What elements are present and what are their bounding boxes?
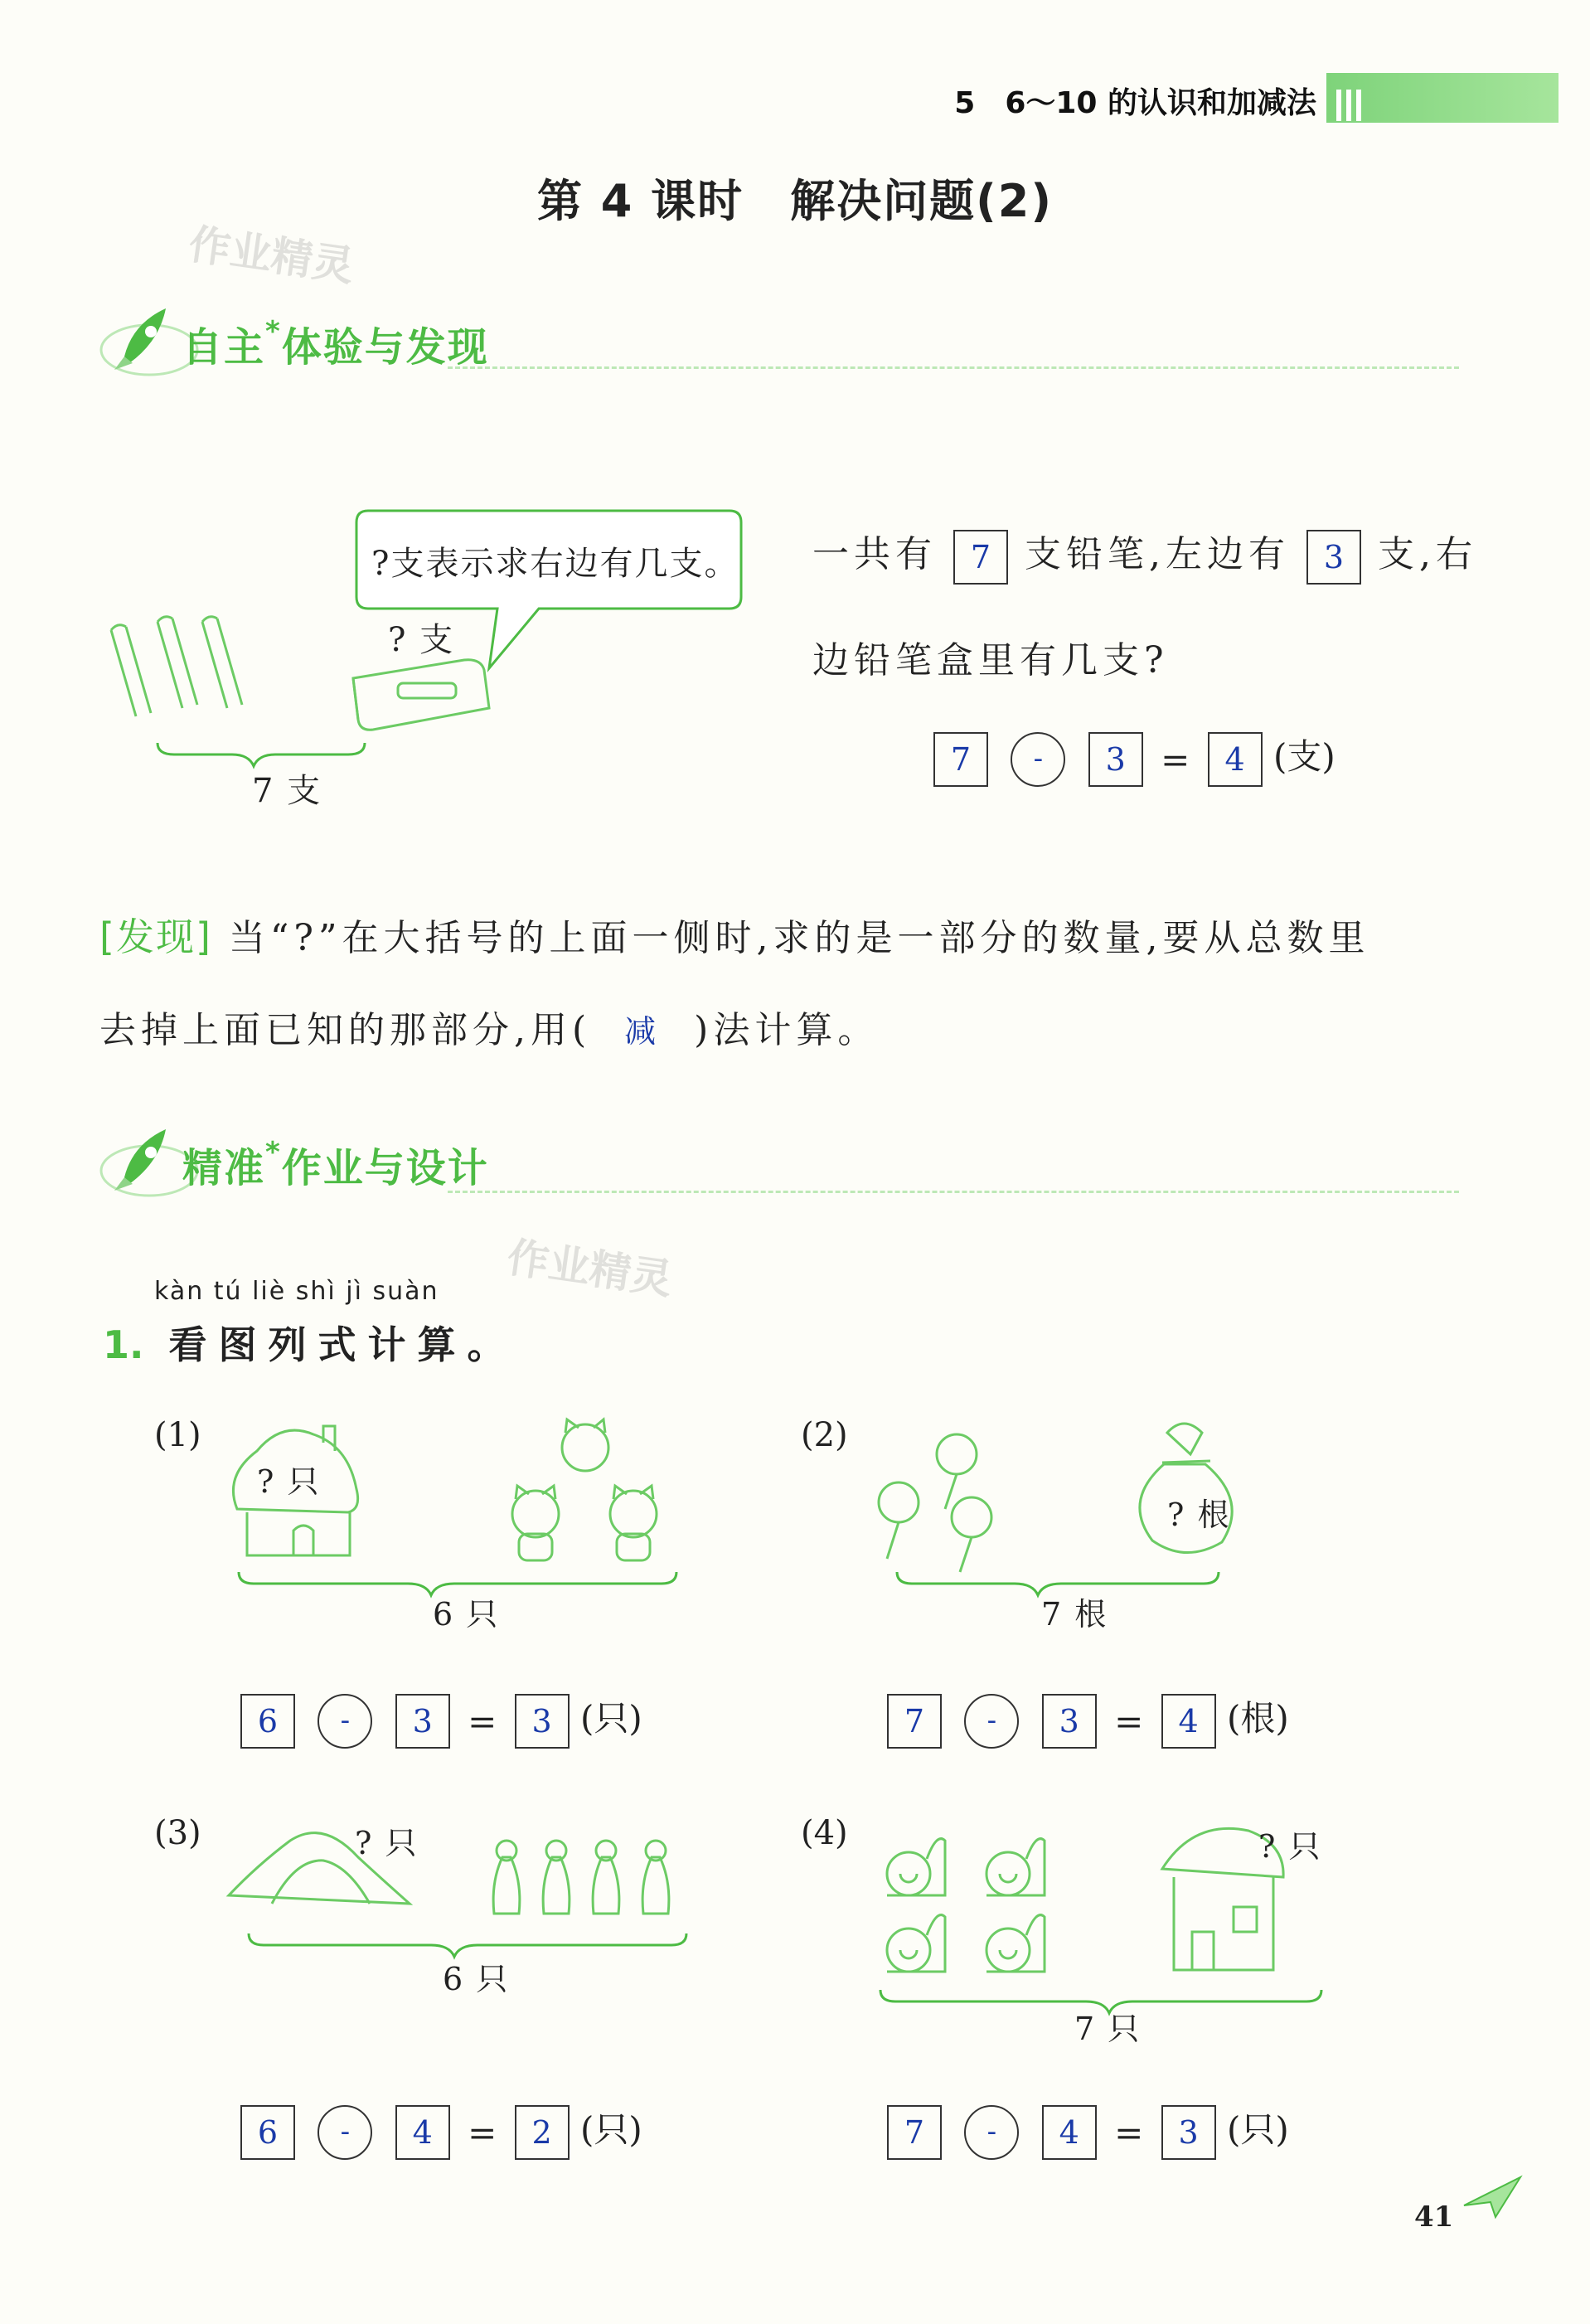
- eq-a-box[interactable]: 6: [240, 1694, 295, 1749]
- item-3-equation: [240, 2103, 642, 2160]
- discovery-tag: [发现]: [99, 915, 212, 959]
- paper-plane-icon: [1459, 2172, 1525, 2222]
- eq-operator-circle[interactable]: -: [1011, 732, 1065, 787]
- problem-text-b: 支铅笔,左边有: [1025, 533, 1290, 575]
- question-title: [103, 1315, 517, 1370]
- chapter-title: 5 6～10 的认识和加减法: [954, 86, 1316, 120]
- discovery-text-2a: 去掉上面已知的那部分,用(: [99, 1009, 592, 1051]
- bubble-text: ?支表示求右边有几支。: [371, 545, 739, 583]
- item-1-equation: [240, 1691, 642, 1749]
- eq-b-box[interactable]: 3: [395, 1694, 450, 1749]
- question-number: 1.: [103, 1322, 144, 1367]
- eq-operator-circle[interactable]: -: [964, 1694, 1019, 1749]
- eq-unit: (只): [580, 1698, 642, 1739]
- cats-icon: [512, 1419, 657, 1560]
- item-4-unknown: ? 只: [1258, 1828, 1322, 1865]
- example-equation: [933, 730, 1336, 787]
- item-4-total: 7 只: [1074, 2011, 1142, 2047]
- item-4-equation: [887, 2103, 1289, 2160]
- watermark: 作业精灵: [504, 1233, 676, 1304]
- eq-unit: (只): [580, 2109, 642, 2150]
- section-explore-header: [99, 298, 1459, 381]
- page-number: 41: [1414, 2200, 1454, 2234]
- penguins-icon: [493, 1841, 669, 1914]
- eq-operator-circle[interactable]: -: [318, 1694, 372, 1749]
- eq-b-box[interactable]: 4: [395, 2105, 450, 2160]
- eq-sign: =: [468, 1701, 497, 1742]
- eq-b-box[interactable]: 4: [1042, 2105, 1097, 2160]
- problem-text-a: 一共有: [812, 533, 937, 575]
- unknown-label: ? 支: [388, 621, 455, 659]
- item-3-total: 6 只: [443, 1961, 510, 1997]
- item-3-unknown: ? 只: [355, 1825, 419, 1861]
- left-box[interactable]: 3: [1306, 530, 1361, 585]
- discovery-line-2: [99, 1000, 879, 1053]
- item-1-unknown: ? 只: [257, 1463, 321, 1500]
- eq-sign: =: [1161, 739, 1190, 780]
- question-text: 看图列式计算。: [168, 1322, 517, 1367]
- discovery-answer[interactable]: 减: [624, 1013, 662, 1050]
- header-stripes-icon: [1336, 90, 1366, 124]
- eq-unit: (只): [1227, 2109, 1289, 2150]
- total-brace: [158, 743, 365, 766]
- eq-unit: (支): [1273, 736, 1336, 777]
- section-divider: [448, 366, 1459, 369]
- discovery-text-2b: )法计算。: [694, 1009, 880, 1051]
- eq-sign: =: [468, 2112, 497, 2153]
- question-pinyin: kàn tú liè shì jì suàn: [154, 1277, 439, 1306]
- lollipops-icon: [879, 1434, 991, 1572]
- eq-result-box[interactable]: 4: [1208, 732, 1263, 787]
- problem-line-2: 边铅笔盒里有几支?: [812, 639, 1169, 682]
- star-icon: *: [265, 1136, 282, 1169]
- discovery-text-1: 当“?”在大括号的上面一侧时,求的是一部分的数量,要从总数里: [228, 917, 1370, 959]
- pencil-case-icon: [353, 660, 489, 730]
- eq-b-box[interactable]: 3: [1042, 1694, 1097, 1749]
- star-icon: *: [265, 315, 282, 348]
- eq-sign: =: [1114, 1701, 1144, 1742]
- watermark: 作业精灵: [186, 220, 357, 291]
- section-practice-header: [99, 1119, 1459, 1202]
- item-3-number: (3): [154, 1814, 201, 1852]
- lesson-title: 第 4 课时 解决问题(2): [536, 175, 1054, 227]
- eq-result-box[interactable]: 4: [1161, 1694, 1216, 1749]
- eq-a-box[interactable]: 7: [933, 732, 988, 787]
- eq-b-box[interactable]: 3: [1088, 732, 1143, 787]
- eq-result-box[interactable]: 3: [515, 1694, 570, 1749]
- item-1-total: 6 只: [433, 1596, 500, 1633]
- eq-result-box[interactable]: 2: [515, 2105, 570, 2160]
- item-2-unknown: ? 根: [1167, 1497, 1231, 1533]
- eq-a-box[interactable]: 7: [887, 2105, 942, 2160]
- eq-sign: =: [1114, 2112, 1144, 2153]
- eq-operator-circle[interactable]: -: [964, 2105, 1019, 2160]
- item-2-total: 7 根: [1041, 1596, 1108, 1633]
- section-explore-label2: 体验与发现: [281, 324, 489, 371]
- item-1-number: (1): [154, 1416, 201, 1454]
- total-box[interactable]: 7: [953, 530, 1008, 585]
- eq-a-box[interactable]: 6: [240, 2105, 295, 2160]
- problem-line-1: [812, 524, 1477, 585]
- section-explore-label: 自主: [182, 324, 266, 371]
- total-label: 7 支: [252, 772, 322, 810]
- eq-operator-circle[interactable]: -: [318, 2105, 372, 2160]
- section-divider: [448, 1191, 1459, 1193]
- item-2-equation: [887, 1691, 1289, 1749]
- snails-icon: [887, 1839, 1045, 1972]
- eq-result-box[interactable]: 3: [1161, 2105, 1216, 2160]
- item-2-number: (2): [801, 1416, 848, 1454]
- section-practice-label2: 作业与设计: [281, 1145, 489, 1191]
- item-4-number: (4): [801, 1814, 848, 1852]
- section-practice-label: 精准: [182, 1145, 266, 1191]
- eq-a-box[interactable]: 7: [887, 1694, 942, 1749]
- discovery-line-1: [99, 907, 1369, 962]
- eq-unit: (根): [1227, 1698, 1289, 1739]
- problem-text-c: 支,右: [1378, 533, 1477, 575]
- pencils-icon: [111, 617, 242, 716]
